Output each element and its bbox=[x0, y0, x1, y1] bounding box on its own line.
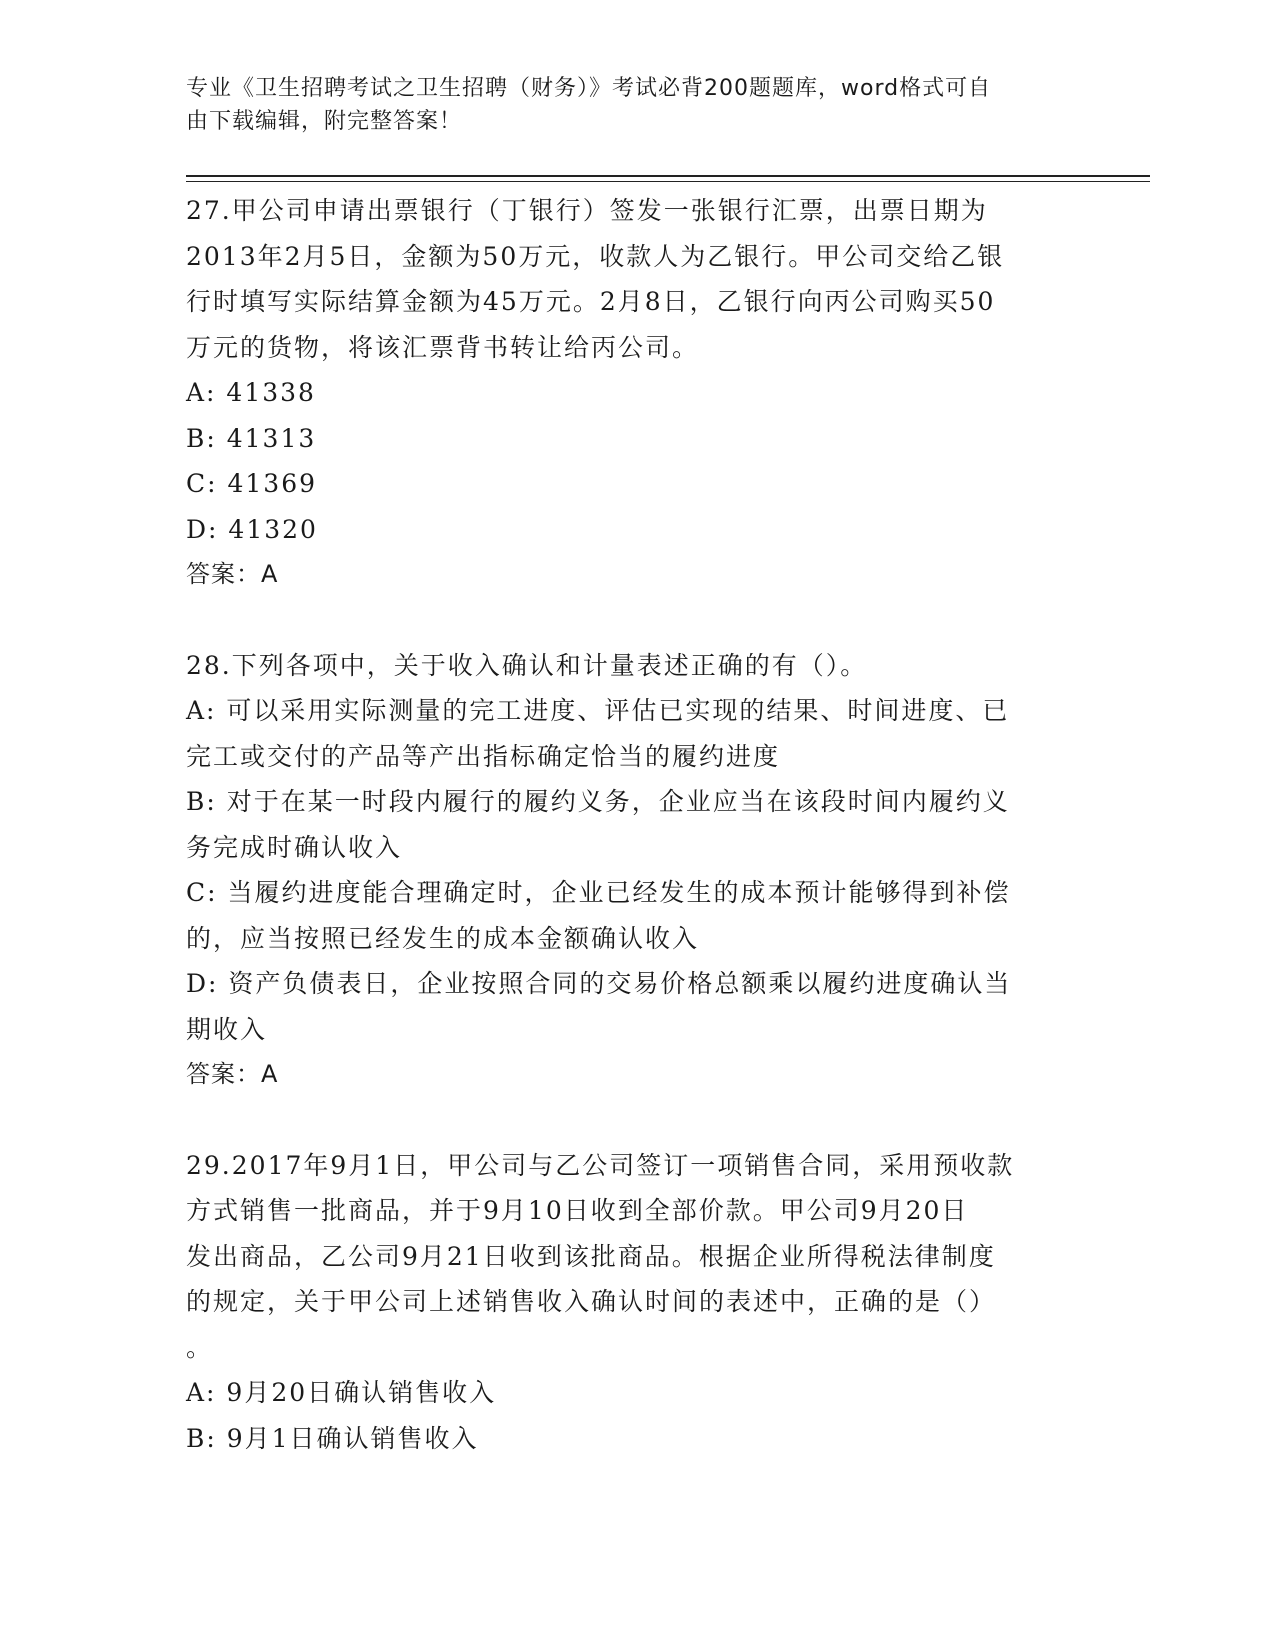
header-line-1: 专业《卫生招聘考试之卫生招聘（财务）》考试必背200题题库，word格式可自 bbox=[186, 76, 992, 101]
document-header bbox=[186, 72, 1066, 138]
answer-option bbox=[186, 779, 1076, 870]
option-text-line: 务完成时确认收入 bbox=[186, 832, 403, 862]
question-block bbox=[186, 188, 1076, 598]
question-stem bbox=[186, 643, 1076, 689]
option-text-line: B: 对于在某一时段内履行的履约义务，企业应当在该段时间内履约义 bbox=[186, 787, 1010, 816]
header-divider-thick bbox=[186, 175, 1150, 177]
question-text-line: 27.甲公司申请出票银行（丁银行）签发一张银行汇票，出票日期为 bbox=[186, 196, 988, 225]
question-block bbox=[186, 643, 1076, 1098]
answer-option bbox=[186, 1416, 1076, 1462]
question-text-line: 发出商品，乙公司9月21日收到该批商品。根据企业所得税法律制度 bbox=[186, 1241, 996, 1271]
answer-option bbox=[186, 416, 1076, 462]
question-stem bbox=[186, 188, 1076, 370]
answer-key: 答案：A bbox=[186, 1060, 279, 1088]
option-text-line: 期收入 bbox=[186, 1014, 268, 1044]
answer-option bbox=[186, 870, 1076, 961]
option-text-line: B: 41313 bbox=[186, 423, 317, 453]
answer-option bbox=[186, 507, 1076, 553]
question-text-line: 的规定，关于甲公司上述销售收入确认时间的表述中，正确的是（） bbox=[186, 1287, 997, 1316]
answer-key: 答案：A bbox=[186, 560, 279, 588]
option-text-line: B: 9月1日确认销售收入 bbox=[186, 1423, 479, 1453]
option-text-line: D: 资产负债表日，企业按照合同的交易价格总额乘以履约进度确认当 bbox=[186, 969, 1012, 998]
option-text-line: C: 41369 bbox=[186, 469, 318, 498]
option-text-line: 完工或交付的产品等产出指标确定恰当的履约进度 bbox=[186, 741, 781, 771]
question-text-line: 2013年2月5日，金额为50万元，收款人为乙银行。甲公司交给乙银 bbox=[186, 241, 1005, 271]
option-text-line: D: 41320 bbox=[186, 514, 318, 544]
option-text-line: 的，应当按照已经发生的成本金额确认收入 bbox=[186, 923, 700, 953]
answer-option bbox=[186, 688, 1076, 779]
option-text-line: A: 可以采用实际测量的完工进度、评估已实现的结果、时间进度、已 bbox=[186, 696, 1010, 725]
answer-option bbox=[186, 461, 1076, 507]
question-text-line: 29.2017年9月1日，甲公司与乙公司签订一项销售合同，采用预收款 bbox=[186, 1150, 1015, 1180]
header-line-2: 由下载编辑，附完整答案！ bbox=[186, 109, 463, 134]
header-divider-thin bbox=[186, 181, 1150, 182]
option-text-line: A: 9月20日确认销售收入 bbox=[186, 1378, 497, 1407]
answer-option bbox=[186, 370, 1076, 416]
question-stem bbox=[186, 1143, 1076, 1371]
question-text-line: 28.下列各项中，关于收入确认和计量表述正确的有（）。 bbox=[186, 650, 868, 680]
option-text-line: A: 41338 bbox=[186, 378, 316, 407]
answer-option bbox=[186, 961, 1076, 1052]
question-block bbox=[186, 1143, 1076, 1462]
question-text-line: 行时填写实际结算金额为45万元。2月8日，乙银行向丙公司购买50 bbox=[186, 287, 996, 316]
question-text-line: 。 bbox=[186, 1332, 214, 1362]
option-text-line: C: 当履约进度能合理确定时，企业已经发生的成本预计能够得到补偿 bbox=[186, 878, 1011, 907]
question-text-line: 方式销售一批商品，并于9月10日收到全部价款。甲公司9月20日 bbox=[186, 1196, 969, 1225]
question-text-line: 万元的货物，将该汇票背书转让给丙公司。 bbox=[186, 332, 700, 362]
question-list bbox=[186, 188, 1076, 1506]
answer-option bbox=[186, 1370, 1076, 1416]
